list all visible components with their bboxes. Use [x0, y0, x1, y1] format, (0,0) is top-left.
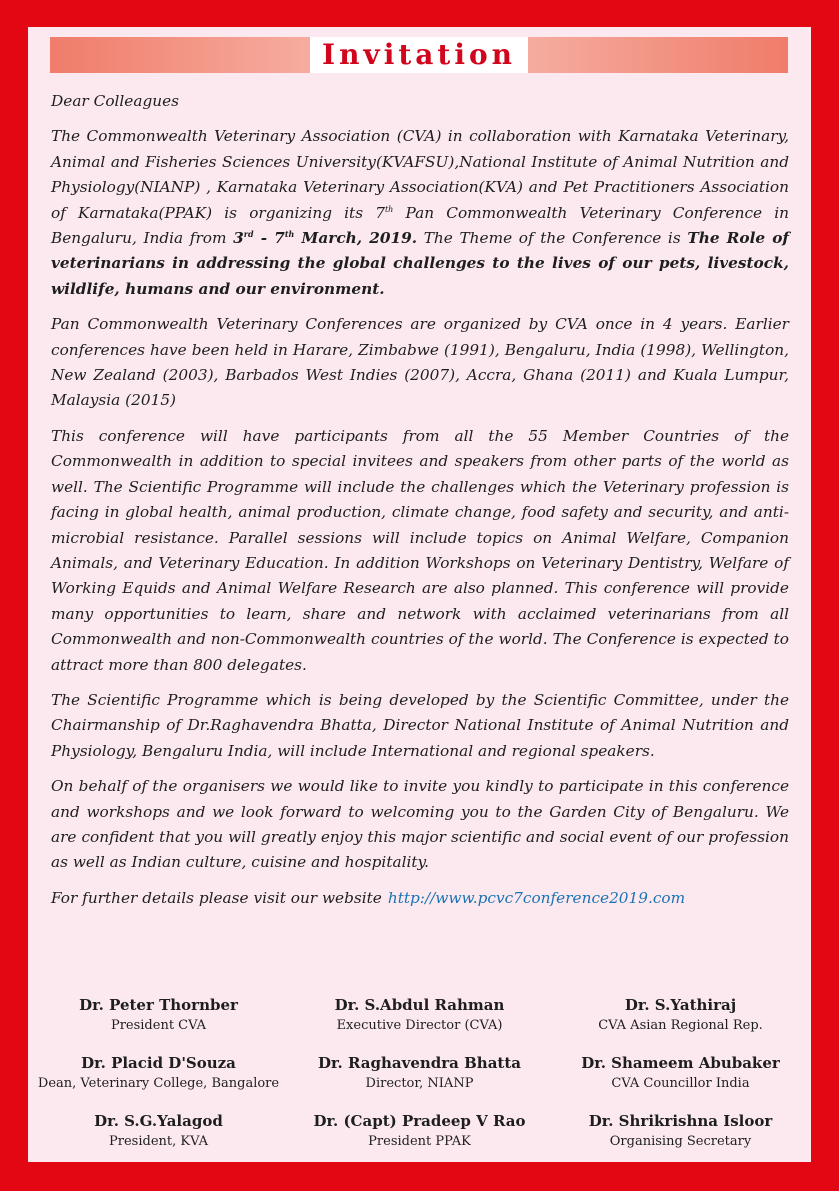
signatory-name: Dr. Raghavendra Bhatta	[318, 1054, 521, 1072]
date-tail: March, 2019.	[294, 229, 418, 248]
signatory-role: CVA Councillor India	[611, 1076, 750, 1091]
signatory-name: Dr. S.Abdul Rahman	[334, 996, 505, 1014]
salutation: Dear Colleagues	[51, 92, 180, 110]
signatory-name: Dr. (Capt) Pradeep V Rao	[313, 1112, 526, 1130]
date-start-sup: rd	[243, 228, 254, 239]
website-text: For further details please visit our website	[51, 888, 382, 907]
signatory-role: President PPAK	[368, 1134, 471, 1149]
signatory-role: Executive Director (CVA)	[336, 1018, 503, 1033]
signatory-role: President CVA	[110, 1018, 207, 1033]
signatory	[550, 995, 811, 1037]
conference-dates	[233, 229, 417, 247]
paragraph-invite: On behalf of the organisers we would like to invite you kindly to participate in this conference and workshops and we look forward to welcoming you to the Garden City of Bengaluru. We are confident that you will greatly enjoy this major scientific and social event of our profession as well as Indian culture, cuisine and hospitality.	[51, 777, 789, 872]
title-banner	[50, 37, 788, 73]
intro-text-b: Pan Commonwealth Veterinary Conference in Bengaluru, India from	[51, 203, 789, 248]
signatory-name: Dr. S.G.Yalagod	[94, 1112, 223, 1130]
signatory-name: Dr. Shameem Abubaker	[581, 1054, 780, 1072]
intro-text-c: The Theme of the Conference is	[417, 229, 688, 248]
page-title: Invitation	[310, 37, 528, 73]
signatory-role: Director, NIANP	[365, 1076, 474, 1091]
date-sep: - 7	[253, 229, 285, 248]
intro-text-a: The Commonwealth Veterinary Association (CVA) in collaboration with Karnataka Veterinary, Animal and Fisheries Sciences University(KVAFSU),National Institute of Animal Nutrition and Physiology(NIANP) , Karnataka Veterinary Association(KVA) and Pet Practitioners Association of Karnataka(PPAK) is organizing its 7	[51, 127, 789, 222]
intro-sup: th	[384, 204, 394, 214]
signatory-name: Dr. Shrikrishna Isloor	[588, 1112, 773, 1130]
signatory-role: Organising Secretary	[609, 1134, 752, 1149]
conference-theme: The Role of veterinarians in addressing the global challenges to the lives of our pets, livestock, wildlife, humans and our environment.	[51, 229, 789, 298]
signatory-name: Dr. Peter Thornber	[79, 996, 238, 1014]
website-link[interactable]: http://www.pcvc7conference2019.com	[387, 888, 686, 907]
signatory-role: CVA Asian Regional Rep.	[598, 1018, 763, 1033]
signatory	[550, 1111, 811, 1153]
signatory	[550, 1053, 811, 1095]
letter-body	[51, 89, 789, 921]
signatory-role: Dean, Veterinary College, Bangalore	[37, 1076, 280, 1091]
invitation-card	[28, 27, 811, 1162]
signatory	[28, 995, 289, 1037]
date-start: 3	[233, 229, 244, 248]
signatory	[28, 1053, 289, 1095]
paragraph-scientific: The Scientific Programme which is being developed by the Scientific Committee, under the Chairmanship of Dr.Raghavendra Bhatta, Director National Institute of Animal Nutrition and Physiology, Bengaluru India, will include International and regional speakers.	[51, 690, 789, 760]
signatories	[28, 995, 811, 1153]
date-end-sup: th	[284, 228, 295, 239]
signatory	[289, 1111, 550, 1153]
signatory	[289, 1053, 550, 1095]
signatory-role: President, KVA	[109, 1134, 208, 1149]
paragraph-intro	[51, 124, 789, 302]
paragraph-participants: This conference will have participants from all the 55 Member Countries of the Commonwealth in addition to special invitees and speakers from other parts of the world as well. The Scientific Programme will include the challenges which the Veterinary profession is facing in global health, animal production, climate change, food safety and security, and anti-microbial resistance. Parallel sessions will include topics on Animal Welfare, Companion Animals, and Veterinary Education. In addition Workshops on Veterinary Dentistry, Welfare of Working Equids and Animal Welfare Research are also planned. This conference will provide many opportunities to learn, share and network with acclaimed veterinarians from all Commonwealth and non-Commonwealth countries of the world. The Conference is expected to attract more than 800 delegates.	[51, 426, 789, 674]
website-line	[51, 886, 789, 911]
signatory-name: Dr. S.Yathiraj	[624, 996, 737, 1014]
paragraph-history: Pan Commonwealth Veterinary Conferences are organized by CVA once in 4 years. Earlier conferences have been held in Harare, Zimbabwe (1991), Bengaluru, India (1998), Wellington, New Zealand (2003), Barbados West Indies (2007), Accra, Ghana (2011) and Kuala Lumpur, Malaysia (2015)	[51, 315, 789, 410]
signatory-name: Dr. Placid D'Souza	[81, 1054, 236, 1072]
signatory	[28, 1111, 289, 1153]
signatory	[289, 995, 550, 1037]
